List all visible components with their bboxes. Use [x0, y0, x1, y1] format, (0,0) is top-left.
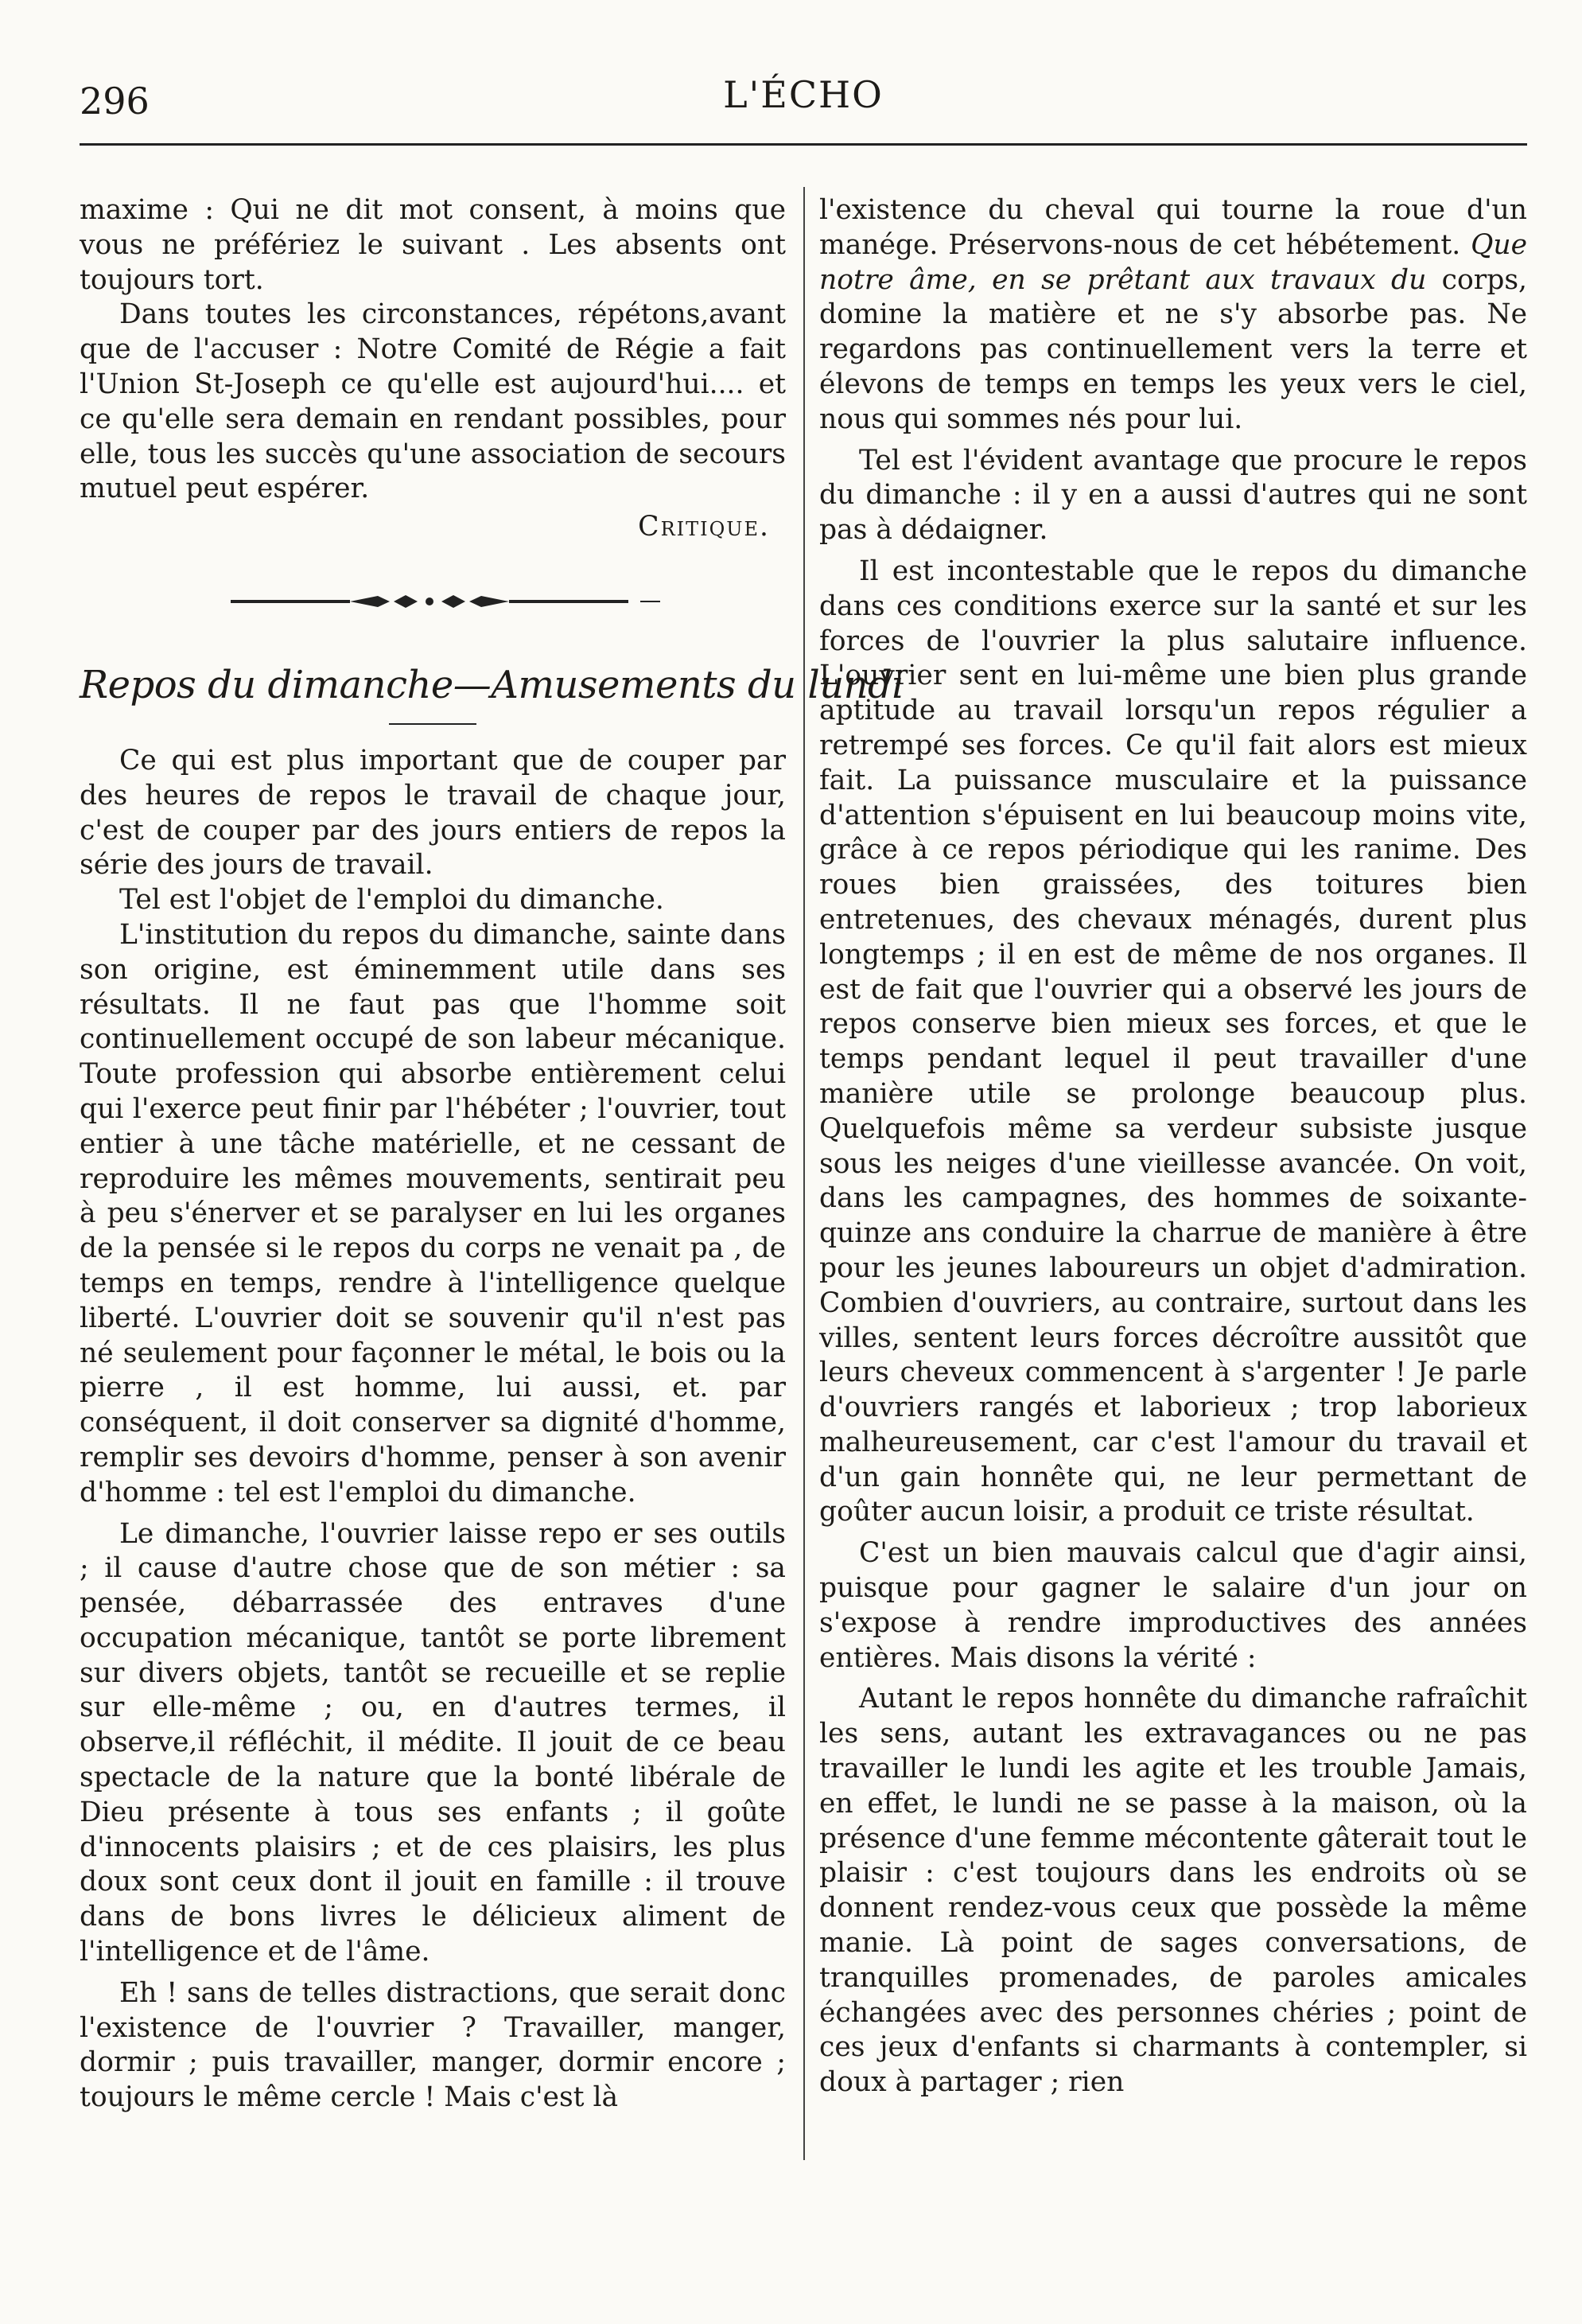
- section-ornament: [80, 590, 786, 618]
- page-number: 296: [80, 80, 150, 123]
- column-divider: [803, 187, 805, 2160]
- paragraph-4: Le dimanche, l'ouvrier laisse repo er ses outils ; il cause d'autre chose que de son métier : sa pensée, débarrassée des entraves d'une occupation mécanique, tantôt se porte librement sur divers objets, tantôt se recueille et se replie sur elle-même ; ou, en d'autres termes, il observe,il réfléchit, il médite. Il jouit de ce beau spectacle de la nature que la bonté libérale de Dieu présente à tous ses enfants ; il goûte d'innocents plaisirs ; et de ces plaisirs, les plus doux sont ceux dont il jouit en famille : il trouve dans de bons livres le délicieux aliment de l'intelligence et de l'âme.: [80, 1517, 786, 1968]
- paragraph-intro: maxime : Qui ne dit mot consent, à moins que vous ne préfériez le suivant . Les absents ont toujours tort.: [80, 194, 786, 296]
- left-column: [80, 193, 904, 2116]
- continuation-text: l'existence du cheval qui tourne la roue d'un manége. Préservons-nous de cet hébétement.: [819, 194, 1527, 261]
- continuation-rest-text: corps, domine la matière et ne s'y absorbe pas. Ne regardons pas continuellement vers la terre et élevons de temps en temps les yeux vers le ciel, nous qui sommes nés pour lui.: [819, 263, 1527, 435]
- paragraph-c: Il est incontestable que le repos du dimanche dans ces conditions exerce sur la santé et sur les forces de l'ouvrier la plus salutaire influence. L'ouvrier sent en lui-même une bien plus grande aptitude au travail lorsqu'un repos régulier a retrempé ses forces. Ce qu'il fait alors est mieux fait. La puissance musculaire et la puissance d'attention s'épuisent en lui beaucoup moins vite, grâce à ce repos périodique qui les ranime. Des roues bien graissées, des toitures bien entretenues, des chevaux ménagés, durent plus longtemps ; il en est de même de nos organes. Il est de fait que l'ouvrier qui a observé les jours de repos conserve bien mieux ses forces, et que le temps pendant lequel il peut travailler d'une manière utile se prolonge beaucoup plus. Quelquefois même sa verdeur subsiste jusque sous les neiges d'une vieillesse avancée. On voit, dans les campagnes, des hommes de soixante-quinze ans conduire la charrue de manière à être pour les jeunes laboureurs un objet d'admiration. Combien d'ouvriers, au contraire, surtout dans les villes, sentent leurs forces décroître aussitôt que leurs cheveux commencent à s'argenter ! Je parle d'ouvriers rangés et laborieux ; trop laborieux malheureusement, car c'est l'amour du travail et d'un gain honnête qui, ne leur permettant de goûter aucun loisir, a produit ce triste résultat.: [819, 555, 1527, 1528]
- ornament-rule-icon: [231, 590, 660, 613]
- title-rule: [389, 723, 476, 725]
- paragraph-d: C'est un bien mauvais calcul que d'agir ainsi, puisque pour gagner le salaire d'un jour on s'expose à rendre improductives des années entières. Mais disons la vérité :: [819, 1537, 1527, 1674]
- header-rule: [80, 143, 1527, 146]
- page-header: [80, 64, 1527, 135]
- paragraph-continuation: [819, 193, 1527, 438]
- continuation-italic-text: Que notre âme, en se prêtant aux travaux du: [819, 228, 1528, 296]
- paragraph-circonstances: Dans toutes les circonstances, répétons,avant que de l'accuser : Notre Comité de Régie a fait l'Union St-Joseph ce qu'elle est aujourd'hui.... et ce qu'elle sera demain en rendant possibles, pour elle, tous les succès qu'une association de secours mutuel peut espérer.: [80, 298, 786, 505]
- paragraph-e: Autant le repos honnête du dimanche rafraîchit les sens, autant les extravagances ou ne pas travailler le lundi les agite et les trouble Jamais, en effet, le lundi ne se passe à la maison, où la présence d'une femme mécontente gâterait tout le plaisir : c'est toujours dans les endroits où se donnent rendez-vous ceux que possède la même manie. Là point de sages conversations, de tranquilles promenades, de paroles amicales échangées avec des personnes chéries ; point de ces jeux d'enfants si charmants à contempler, si doux à partager ; rien: [819, 1683, 1527, 2099]
- paragraph-5: Eh ! sans de telles distractions, que serait donc l'existence de l'ouvrier ? Travailler, manger, dormir ; puis travailler, manger, dormir encore ; toujours le même cercle ! Mais c'est là: [80, 1976, 786, 2114]
- paragraph-b: Tel est l'évident avantage que procure le repos du dimanche : il y en a aussi d'autres qui ne sont pas à dédaigner.: [819, 444, 1527, 547]
- paragraph-1: Ce qui est plus important que de couper par des heures de repos le travail de chaque jour, c'est de couper par des jours entiers de repos la série des jours de travail.: [80, 744, 786, 882]
- section-title: Repos du dimanche—Amusements du lundi: [80, 662, 904, 707]
- right-column: [819, 193, 1527, 2100]
- author-signature: Critique.: [638, 511, 770, 543]
- paragraph-2: Tel est l'objet de l'emploi du dimanche.: [119, 884, 664, 917]
- running-title: L'ÉCHO: [723, 73, 884, 116]
- paragraph-3: L'institution du repos du dimanche, sainte dans son origine, est éminemment utile dans ses résultats. Il ne faut pas que l'homme soit continuellement occupé de son labeur mécanique. Toute profession qui absorbe entièrement celui qui l'exerce peut finir par l'hébéter ; l'ouvrier, tout entier à une tâche matérielle, et ne cessant de reproduire les mêmes mouvements, sentirait peu à peu s'énerver et se paralyser en lui les organes de la pensée si le repos du corps ne venait pa , de temps en temps, rendre à l'intelligence quelque liberté. L'ouvrier doit se souvenir qu'il n'est pas né seulement pour façonner le métal, le bois ou la pierre , il est homme, lui aussi, et. par conséquent, il doit conserver sa dignité d'homme, remplir ses devoirs d'homme, penser à son avenir d'homme : tel est l'emploi du dimanche.: [80, 918, 786, 1508]
